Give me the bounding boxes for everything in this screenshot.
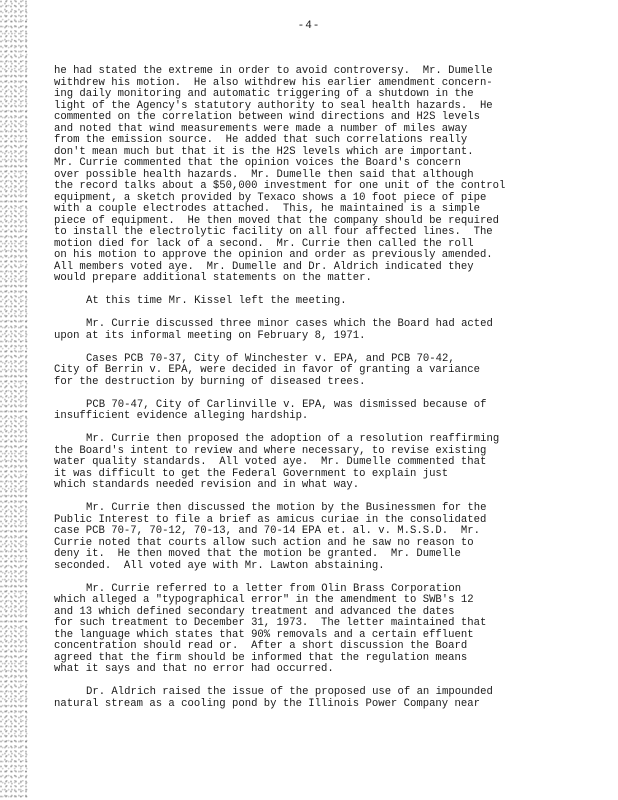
line-text: upon at its informal meeting on February 8, 1971. [54,329,366,342]
text-line [54,561,602,573]
line-text: piece of equipment. He then moved that the company should be required [54,214,500,227]
paragraph [54,584,602,676]
line-text: and 13 which defined secondary treatment and advanced the dates [54,605,455,618]
line-text: with a couple electrodes attached. This, he maintained is a simple [54,203,480,215]
line-text: the record talks about a $50,000 investment for one unit of the control [54,180,506,192]
line-text: ing daily monitoring and automatic triggering of a shutdown in the [54,88,474,100]
line-text: Mr. Currie commented that the opinion voices the Board's concern [54,157,461,169]
line-text: commented on the correlation between wind directions and H2S levels [54,111,480,123]
text-line [54,664,602,676]
line-text: PCB 70-47, City of Carlinville v. EPA, was dismissed because of [86,398,487,411]
page-number: -4- [297,20,321,32]
paragraph [54,687,602,710]
line-text: the Board's intent to review and where necessary, to revise existing [54,444,487,457]
line-text: on his motion to approve the opinion and order as previously amended. [54,249,493,261]
line-text: it was difficult to get the Federal Government to explain just [54,467,449,480]
line-text: light of the Agency's statutory authority to seal health hazards. He [54,99,493,112]
text-line [54,480,602,492]
line-text: for the destruction by burning of diseased trees. [54,375,366,388]
paragraph [54,296,602,308]
line-text: equipment, a sketch provided by Texaco shows a 10 foot piece of pipe [54,191,487,204]
line-text: water quality standards. All voted aye. Mr. Dumelle commented that [54,456,487,468]
body-text [54,66,602,710]
line-text: Mr. Currie then proposed the adoption of a resolution reaffirming [86,433,500,445]
line-text: insufficient evidence alleging hardship. [54,410,309,422]
line-text: Dr. Aldrich raised the issue of the proposed use of an impounded [86,686,493,698]
line-text: deny it. He then moved that the motion be granted. Mr. Dumelle [54,548,461,560]
text-line [54,411,602,423]
paragraph [54,434,602,492]
text-line [54,273,602,285]
text-line [54,331,602,343]
line-text: City of Berrin v. EPA, were decided in favor of granting a variance [54,364,480,376]
paragraph [54,319,602,342]
text-line [54,699,602,711]
line-text: for such treatment to December 31, 1973. The letter maintained that [54,617,487,629]
line-text: which alleged a "typographical error" in the amendment to SWB's 12 [54,594,474,606]
paragraph [54,354,602,389]
line-text: withdrew his motion. He also withdrew his earlier amendment concern- [54,76,493,89]
line-text: what it says and that no error had occurred. [54,663,334,675]
line-text: concentration should read or. After a short discussion the Board [54,640,468,652]
line-text: seconded. All voted aye with Mr. Lawton abstaining. [54,559,385,572]
line-text: Mr. Currie then discussed the motion by the Businessmen for the [86,502,487,514]
line-text: Currie noted that courts allow such action and he saw no reason to [54,536,474,549]
line-text: to install the electrolytic facility on all four affected lines. The [54,226,493,238]
line-text: Mr. Currie discussed three minor cases which the Board had acted [86,318,493,330]
line-text: At this time Mr. Kissel left the meeting. [86,295,347,307]
line-text: All members voted aye. Mr. Dumelle and Dr. Aldrich indicated they [54,260,474,273]
line-text: case PCB 70-7, 70-12, 70-13, and 70-14 EPA et. al. v. M.S.S.D. Mr. [54,525,480,537]
paragraph [54,400,602,423]
line-text: over possible health hazards. Mr. Dumelle then said that although [54,168,474,181]
paragraph [54,503,602,572]
line-text: Cases PCB 70-37, City of Winchester v. EPA, and PCB 70-42, [86,352,455,365]
line-text: would prepare additional statements on the matter. [54,272,372,284]
line-text: he had stated the extreme in order to avoid controversy. Mr. Dumelle [54,65,493,77]
line-text: Mr. Currie referred to a letter from Olin Brass Corporation [86,582,462,595]
line-text: and noted that wind measurements were made a number of miles away [54,122,468,135]
line-text: Public Interest to file a brief as amicus curiae in the consolidated [54,513,487,526]
line-text: natural stream as a cooling pond by the Illinois Power Company near [54,697,480,710]
line-text: agreed that the firm should be informed that the regulation means [54,651,468,664]
line-text: motion died for lack of a second. Mr. Currie then called the roll [54,237,474,250]
text-line [54,377,602,389]
paragraph [54,66,602,285]
line-text: which standards needed revision and in what way. [54,479,360,491]
line-text: don't mean much but that it is the H2S levels which are important. [54,145,474,158]
scan-edge-noise [0,0,30,800]
text-line [54,296,602,308]
line-text: from the emission source. He added that such correlations really [54,134,468,146]
line-text: the language which states that 90% removals and a certain effluent [54,628,474,641]
